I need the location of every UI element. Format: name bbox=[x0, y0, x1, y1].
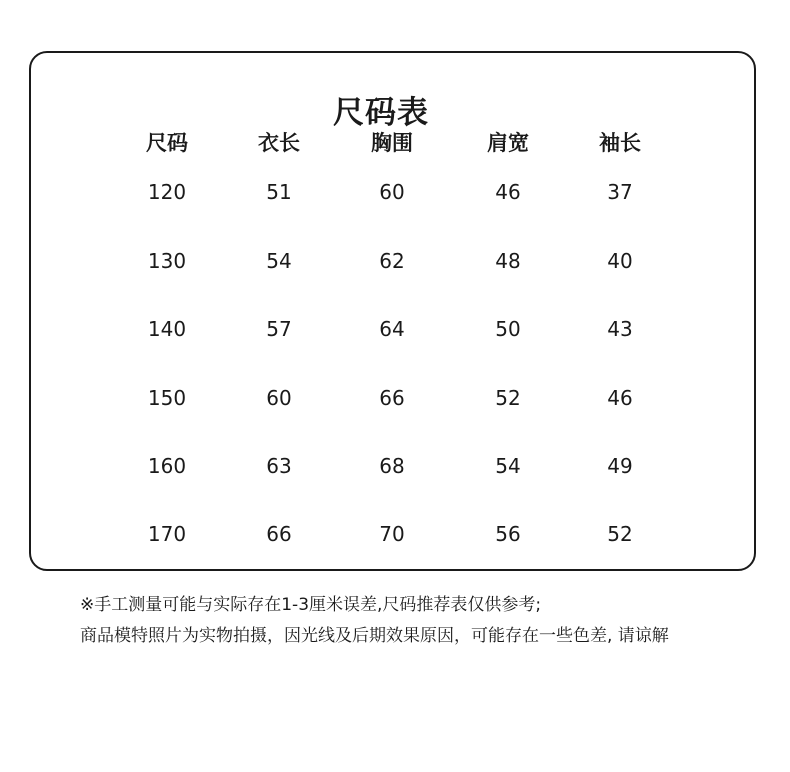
column-header: 肩宽 bbox=[487, 131, 529, 155]
measurement-cell: 37 bbox=[607, 180, 633, 204]
measurement-cell: 43 bbox=[607, 317, 633, 341]
measurement-cell: 68 bbox=[379, 454, 405, 478]
measurement-cell: 50 bbox=[495, 317, 521, 341]
measurement-cell: 66 bbox=[266, 522, 292, 546]
column-header: 衣长 bbox=[258, 131, 300, 155]
measurement-cell: 66 bbox=[379, 386, 405, 410]
measurement-cell: 70 bbox=[379, 522, 405, 546]
size-cell: 130 bbox=[147, 249, 187, 273]
measurement-cell: 52 bbox=[607, 522, 633, 546]
measurement-cell: 52 bbox=[495, 386, 521, 410]
measurement-cell: 64 bbox=[379, 317, 405, 341]
measurement-cell: 40 bbox=[607, 249, 633, 273]
measurement-cell: 54 bbox=[495, 454, 521, 478]
measurement-cell: 62 bbox=[379, 249, 405, 273]
measurement-cell: 48 bbox=[495, 249, 521, 273]
measurement-cell: 60 bbox=[266, 386, 292, 410]
measurement-cell: 54 bbox=[266, 249, 292, 273]
measurement-cell: 49 bbox=[607, 454, 633, 478]
measurement-note: ※手工测量可能与实际存在1-3厘米误差,尺码推荐表仅供参考; bbox=[80, 595, 542, 615]
size-cell: 120 bbox=[147, 180, 187, 204]
column-header: 袖长 bbox=[599, 131, 641, 155]
size-cell: 170 bbox=[147, 522, 187, 546]
column-header: 尺码 bbox=[146, 131, 188, 155]
measurement-cell: 51 bbox=[266, 180, 292, 204]
size-cell: 160 bbox=[147, 454, 187, 478]
measurement-cell: 63 bbox=[266, 454, 292, 478]
measurement-cell: 56 bbox=[495, 522, 521, 546]
measurement-cell: 60 bbox=[379, 180, 405, 204]
size-cell: 140 bbox=[147, 317, 187, 341]
measurement-cell: 46 bbox=[495, 180, 521, 204]
size-cell: 150 bbox=[147, 386, 187, 410]
measurement-cell: 57 bbox=[266, 317, 292, 341]
column-header: 胸围 bbox=[371, 131, 413, 155]
chart-title: 尺码表 bbox=[333, 95, 429, 131]
measurement-cell: 46 bbox=[607, 386, 633, 410]
photo-note: 商品模特照片为实物拍摄，因光线及后期效果原因，可能存在一些色差, 请谅解 bbox=[80, 626, 669, 646]
